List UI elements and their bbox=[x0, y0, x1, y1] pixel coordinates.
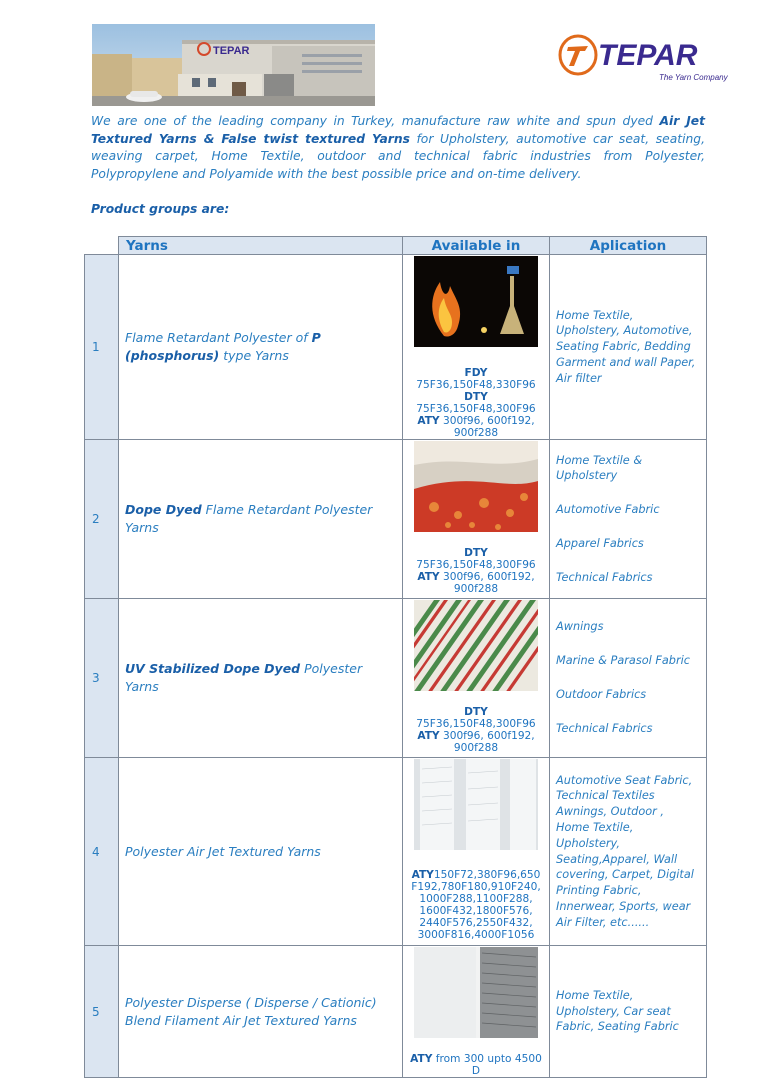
spec-line bbox=[407, 427, 545, 439]
row-number: 4 bbox=[85, 758, 119, 946]
spec-values: 3000F816,4000F1056 bbox=[417, 929, 535, 941]
yarn-spec bbox=[403, 367, 549, 439]
intro-paragraph bbox=[91, 113, 705, 183]
spec-line bbox=[407, 893, 545, 905]
yarn-name-text: Polyester Air Jet Textured Yarns bbox=[125, 843, 321, 859]
spec-line bbox=[407, 905, 545, 917]
table-row bbox=[85, 440, 707, 599]
spec-line bbox=[407, 706, 545, 730]
spec-type-label: ATY bbox=[417, 730, 440, 742]
table-row bbox=[85, 599, 707, 758]
application-cell bbox=[550, 599, 707, 758]
spec-values: F192,780F180,910F240, bbox=[411, 881, 541, 893]
application-cell bbox=[550, 255, 707, 440]
spec-type-label: ATY bbox=[410, 1053, 433, 1065]
row-number: 5 bbox=[85, 946, 119, 1078]
product-table bbox=[84, 236, 707, 1078]
yarn-name bbox=[119, 255, 403, 440]
flame-retardant-photo bbox=[414, 256, 538, 347]
row-number: 2 bbox=[85, 440, 119, 599]
spec-line bbox=[407, 415, 545, 427]
header-yarns: Yarns bbox=[119, 237, 403, 255]
application-item: Technical Fabrics bbox=[556, 721, 653, 735]
spec-line bbox=[407, 547, 545, 571]
table-header-row bbox=[85, 237, 707, 255]
available-in-cell bbox=[403, 946, 550, 1078]
spec-line bbox=[407, 742, 545, 754]
yarn-name-bold: UV Stabilized Dope Dyed bbox=[125, 661, 301, 676]
application-item: Outdoor Fabrics bbox=[556, 688, 647, 701]
row-number: 3 bbox=[85, 599, 119, 758]
factory-photo bbox=[92, 24, 375, 106]
spec-line bbox=[407, 730, 545, 742]
table-row bbox=[85, 946, 707, 1078]
spec-line bbox=[407, 391, 545, 415]
spec-values: 300f96, 600f192, bbox=[439, 571, 535, 583]
spec-values: from 300 upto 4500 D bbox=[432, 1053, 542, 1077]
yarn-name-bold: P (phosphorus) bbox=[125, 330, 321, 363]
spec-values: 300f96, 600f192, bbox=[439, 730, 535, 742]
intro-text-2: for Upholstery, automotive car seat, seating, weaving carpet, Home Textile, outdoor and technical fabric industries from Polyester, Polypropylene and Polyamide with the best possible price and on-time delivery. bbox=[91, 131, 705, 181]
tepar-logo bbox=[558, 32, 728, 84]
spec-type-label: DTY bbox=[464, 391, 488, 403]
spec-values: 150F72,380F96,650 bbox=[433, 869, 541, 881]
yarn-name bbox=[119, 440, 403, 599]
spec-values: 300f96, 600f192, bbox=[439, 415, 535, 427]
spec-type-label: FDY bbox=[464, 367, 488, 379]
yarn-name bbox=[119, 758, 403, 946]
application-item: Home Textile, Upholstery, Car seat Fabric, Seating Fabric bbox=[556, 988, 679, 1034]
available-in-cell bbox=[403, 255, 550, 440]
yarn-name-text: Polyester Yarns bbox=[125, 661, 363, 694]
hero-sign: TEPAR bbox=[213, 45, 250, 57]
yarn-spec bbox=[403, 706, 549, 754]
application-cell bbox=[550, 946, 707, 1078]
spec-values: 75F36,150F48,300F96 bbox=[416, 559, 536, 571]
application-cell bbox=[550, 758, 707, 946]
spec-values: 75F36,150F48,330F96 bbox=[416, 379, 536, 391]
header-blank bbox=[85, 237, 119, 255]
spec-line bbox=[407, 917, 545, 929]
table-row bbox=[85, 758, 707, 946]
application-item: Automotive Fabric bbox=[556, 503, 660, 517]
yarn-name bbox=[119, 599, 403, 758]
yarn-spec bbox=[403, 547, 549, 595]
spec-values: 75F36,150F48,300F96 bbox=[416, 403, 536, 415]
yarn-name-text: Flame Retardant Polyester of bbox=[125, 330, 312, 345]
row-number: 1 bbox=[85, 255, 119, 440]
spec-values: 900f288 bbox=[453, 742, 499, 754]
yarn-spec bbox=[403, 1053, 549, 1077]
application-cell bbox=[550, 440, 707, 599]
logo-brand: TEPAR bbox=[598, 39, 698, 72]
application-item: Apparel Fabrics bbox=[556, 536, 644, 550]
yarn-name-text: type Yarns bbox=[219, 348, 289, 363]
spec-values: 1600F432,1800F576, bbox=[419, 905, 533, 917]
logo-tagline: The Yarn Company bbox=[659, 73, 728, 82]
application-item: Home Textile & Upholstery bbox=[556, 453, 643, 483]
header-available: Available in bbox=[403, 237, 550, 255]
spec-values: 900f288 bbox=[453, 427, 499, 439]
header-application: Aplication bbox=[550, 237, 707, 255]
intro-bold: Air Jet Textured Yarns & False twist textured Yarns bbox=[91, 114, 705, 146]
spec-values: 2440F576,2550F432, bbox=[419, 917, 533, 929]
application-item: Technical Fabrics bbox=[556, 570, 653, 584]
application-item: Awnings bbox=[556, 620, 604, 634]
spec-line bbox=[407, 929, 545, 941]
yarn-name-text: Flame Retardant Polyester Yarns bbox=[125, 502, 373, 535]
spec-line bbox=[407, 583, 545, 595]
spec-type-label: ATY bbox=[411, 869, 434, 881]
spec-type-label: ATY bbox=[417, 415, 440, 427]
application-item: Home Textile, Upholstery, Automotive, Seating Fabric, Bedding Garment and wall Paper, Air filter bbox=[556, 308, 696, 385]
spec-line bbox=[407, 869, 545, 881]
intro-text-1: We are one of the leading company in Turkey, manufacture raw white and spun dyed bbox=[91, 114, 660, 128]
spec-type-label: ATY bbox=[417, 571, 440, 583]
yarn-spec bbox=[403, 869, 549, 941]
uv-stripe-fabric-photo bbox=[414, 600, 538, 691]
available-in-cell bbox=[403, 440, 550, 599]
dope-dyed-fabric-photo bbox=[414, 441, 538, 532]
yarn-name-bold: Dope Dyed bbox=[125, 502, 202, 517]
blend-yarn-cones-photo bbox=[414, 947, 538, 1038]
spec-values: 1000F288,1100F288, bbox=[419, 893, 533, 905]
yarn-name-text: Polyester Disperse ( Disperse / Cationic) Blend Filament Air Jet Textured Yarns bbox=[125, 994, 377, 1028]
available-in-cell bbox=[403, 599, 550, 758]
white-yarn-cones-photo bbox=[414, 759, 538, 850]
spec-type-label: DTY bbox=[464, 706, 488, 718]
spec-line bbox=[407, 571, 545, 583]
spec-values: 75F36,150F48,300F96 bbox=[416, 718, 536, 730]
available-in-cell bbox=[403, 758, 550, 946]
application-item: Automotive Seat Fabric, Technical Textiles Awnings, Outdoor , Home Textile, Upholstery, Seating,Apparel, Wall covering, Carpet, Digital Printing Fabric, Innerwear, Sports, wear Air Filter, etc...... bbox=[556, 773, 694, 929]
table-row bbox=[85, 255, 707, 440]
application-item: Marine & Parasol Fabric bbox=[556, 654, 690, 668]
spec-type-label: DTY bbox=[464, 547, 488, 559]
spec-line bbox=[407, 1053, 545, 1077]
spec-values: 900f288 bbox=[453, 583, 499, 595]
spec-line bbox=[407, 367, 545, 391]
spec-line bbox=[407, 881, 545, 893]
product-groups-label: Product groups are: bbox=[91, 202, 230, 216]
yarn-name bbox=[119, 946, 403, 1078]
